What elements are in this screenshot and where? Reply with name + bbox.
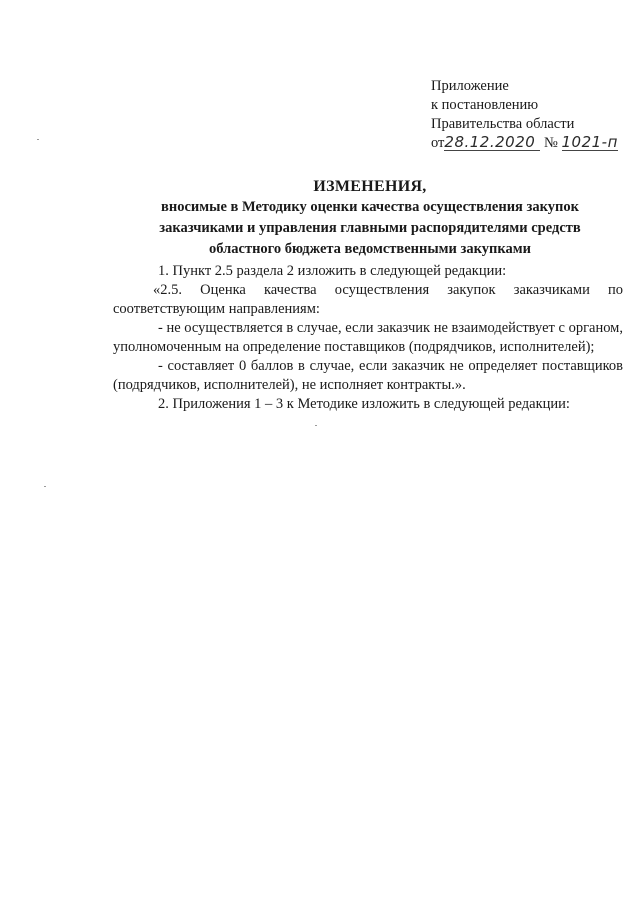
- paragraph-2: «2.5. Оценка качества осуществления закупок заказчиками по соответствующим направлениям:: [113, 282, 623, 317]
- document-body: [113, 262, 623, 414]
- title-subtitle-line-3: областного бюджета ведомственными закупками: [209, 241, 531, 257]
- handwritten-number: 1021-п: [561, 133, 618, 151]
- appendix-date-line: [431, 134, 618, 153]
- scan-speck: [315, 425, 317, 426]
- document-title: [120, 176, 620, 260]
- scan-speck: [37, 139, 39, 140]
- title-main: ИЗМЕНЕНИЯ,: [313, 178, 427, 195]
- handwritten-date: 28.12.2020: [444, 134, 540, 151]
- paragraph-1: 1. Пункт 2.5 раздела 2 изложить в следующей редакции:: [158, 263, 507, 279]
- appendix-line-3: Правительства области: [431, 116, 575, 132]
- paragraph-3: - не осуществляется в случае, если заказчик не взаимодействует с органом, уполномоченным на определение поставщиков (подрядчиков, исполнителей);: [113, 320, 623, 355]
- paragraph-4: - составляет 0 баллов в случае, если заказчик не определяет поставщиков (подрядчиков, исполнителей), не исполняет контракты.».: [113, 358, 623, 393]
- appendix-header: [431, 77, 618, 153]
- appendix-line-2: к постановлению: [431, 97, 539, 113]
- number-sign: №: [544, 135, 558, 151]
- scan-speck: [44, 486, 46, 487]
- appendix-line-1: Приложение: [431, 78, 509, 94]
- paragraph-5: 2. Приложения 1 – 3 к Методике изложить в следующей редакции:: [158, 396, 570, 412]
- title-subtitle-line-1: вносимые в Методику оценки качества осуществления закупок: [161, 199, 579, 215]
- title-subtitle-line-2: заказчиками и управления главными распорядителями средств: [159, 220, 581, 236]
- date-prefix: от: [431, 135, 445, 151]
